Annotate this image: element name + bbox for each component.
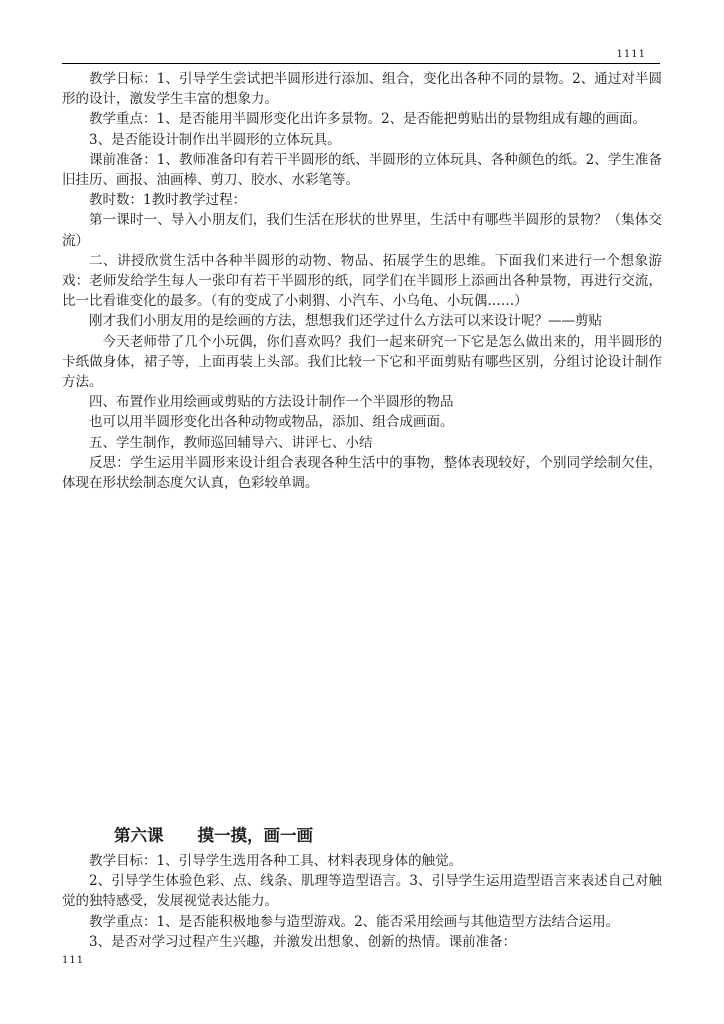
paragraph-alternative: 也可以用半圆形变化出各种动物或物品，添加、组合成画面。 bbox=[89, 414, 454, 431]
paragraph-l6-key-point-3: 3、是否对学习过程产生兴趣，并激发出想象、创新的热情。课前准备： bbox=[89, 933, 517, 950]
lesson-six-body bbox=[62, 851, 662, 952]
paragraph-preparation: 课前准备：1、教师准备印有若干半圆形的纸、半圆形的立体玩具、各种颜色的纸。2、学生准备旧挂历、画报、油画棒、剪刀、胶水、水彩笔等。 bbox=[62, 151, 662, 189]
paragraph-l6-key-points: 教学重点：1、是否能积极地参与造型游戏。2、能否采用绘画与其他造型方法结合运用。 bbox=[89, 913, 620, 930]
header-page-number: 1111 bbox=[616, 49, 646, 60]
lesson-title: 摸一摸，画一画 bbox=[197, 826, 313, 845]
lesson-heading bbox=[114, 822, 313, 846]
paragraph-key-point-3: 3、是否能设计制作出半圆形的立体玩具。 bbox=[89, 131, 341, 148]
lesson-plan-body bbox=[62, 69, 662, 493]
paragraph-teaching-hours: 教时数：1教时教学过程： bbox=[89, 192, 247, 209]
paragraph-reflection: 反思：学生运用半圆形来设计组合表现各种生活中的事物，整体表现较好，个别同学绘制欠佳，体现在形状绘制态度欠认真，色彩较单调。 bbox=[62, 454, 662, 492]
paragraph-production: 五、学生制作，教师巡回辅导六、讲评七、小结 bbox=[89, 434, 373, 451]
paragraph-drawing-method: 刚才我们小朋友用的是绘画的方法，想想我们还学过什么方法可以来设计呢？——剪贴 bbox=[89, 313, 602, 330]
paragraph-assignment: 四、布置作业用绘画或剪贴的方法设计制作一个半圆形的物品 bbox=[89, 394, 454, 411]
paragraph-introduction: 第一课时一、导入小朋友们，我们生活在形状的世界里，生活中有哪些半圆形的景物？（集体交流） bbox=[62, 212, 662, 249]
header-rule bbox=[62, 63, 660, 64]
paragraph-objectives: 教学日标：1、引导学生尝试把半圆形进行添加、组合，变化出各种不同的景物。2、通过对半圆形的设计，激发学生丰富的想象力。 bbox=[62, 71, 662, 108]
paragraph-puppets: 今天老师带了几个小玩偶，你们喜欢吗？我们一起来研究一下它是怎么做出来的，用半圆形的卡纸做身体，裙子等，上面再装上头部。我们比较一下它和平面剪贴有哪些区别，分组讨论设计制作方法。 bbox=[62, 333, 662, 391]
paragraph-key-points: 教学重点：1、是否能用半圆形变化出许多景物。2、是否能把剪贴出的景物组成有趣的画面。 bbox=[89, 111, 647, 128]
paragraph-appreciation: 二、讲授欣赏生活中各种半圆形的动物、物品、拓展学生的思维。下面我们来进行一个想象游戏：老师发给学生每人一张印有若干半圆形的纸，同学们在半圆形上添画出各种景物，再进行交流，比一比看谁变化的最多。（有的变成了小刺猬、小汽车、小乌龟、小玩偶……） bbox=[62, 252, 662, 310]
paragraph-l6-objectives-2: 2、引导学生体验色彩、点、线条、肌理等造型语言。3、引导学生运用造型语言来表述自己对触觉的独特感受，发展视觉表达能力。 bbox=[62, 873, 662, 910]
paragraph-l6-objectives: 教学目标：1、引导学生选用各种工具、材料表现身体的触觉。 bbox=[89, 853, 463, 869]
footer-page-number: 111 bbox=[62, 955, 85, 966]
lesson-number: 第六课 bbox=[114, 826, 164, 845]
